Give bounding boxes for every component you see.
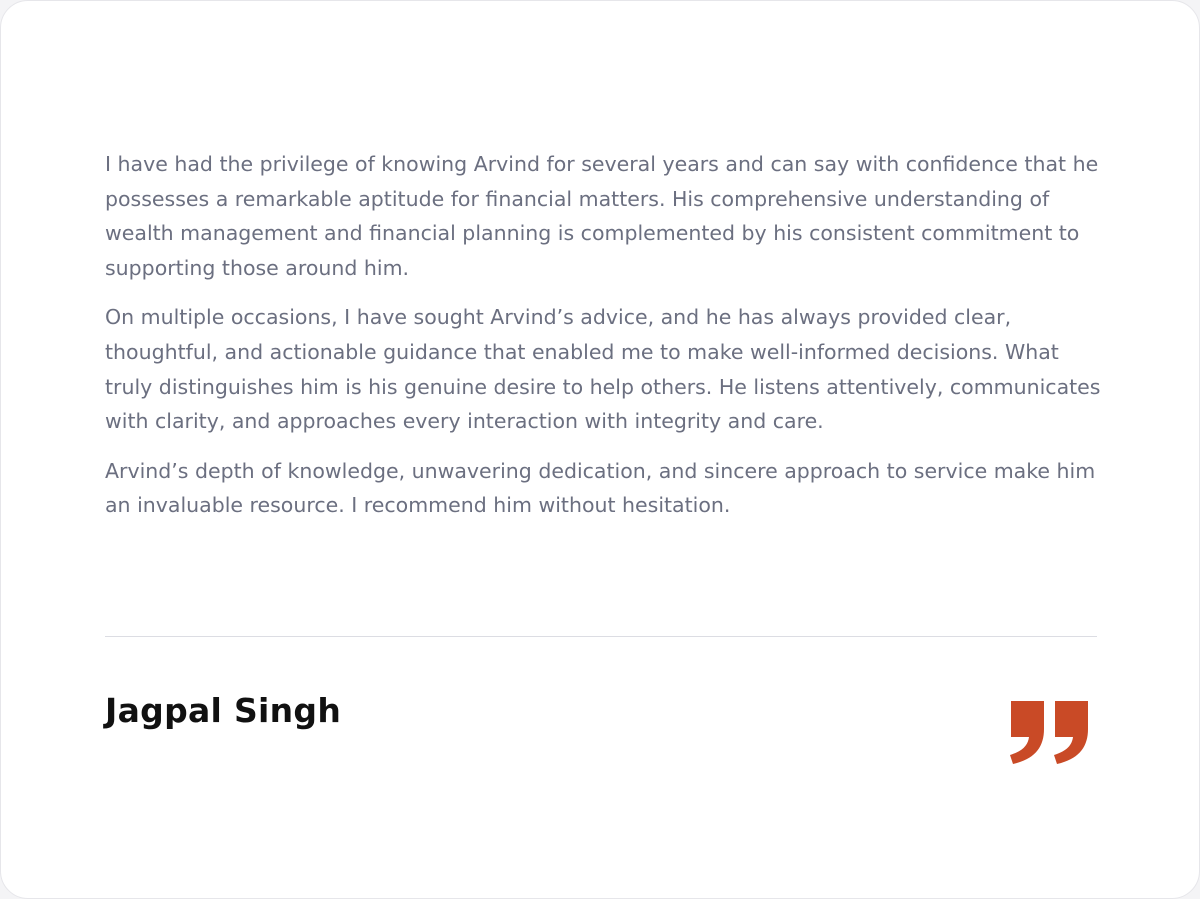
testimonial-text: [105, 147, 1105, 538]
testimonial-paragraph-1: I have had the privilege of knowing Arvind for several years and can say with confidence that he possesses a remarkable aptitude for financial matters. His comprehensive understanding of wealth management and financial planning is complemented by his consistent commitment to supporting those around him.: [105, 152, 1099, 280]
closing-quote-icon: [1009, 701, 1091, 765]
testimonial-paragraph-3: Arvind’s depth of knowledge, unwavering dedication, and sincere approach to service make him an invaluable resource. I recommend him without hesitation.: [105, 458, 1096, 518]
author-name: Jagpal Singh: [105, 691, 342, 730]
testimonial-paragraph-2: On multiple occasions, I have sought Arvind’s advice, and he has always provided clear, thoughtful, and actionable guidance that enabled me to make well-informed decisions. What truly distinguishes him is his genuine desire to help others. He listens attentively, communicates with clarity, and approaches every interaction with integrity and care.: [105, 305, 1101, 434]
divider: [105, 636, 1097, 637]
